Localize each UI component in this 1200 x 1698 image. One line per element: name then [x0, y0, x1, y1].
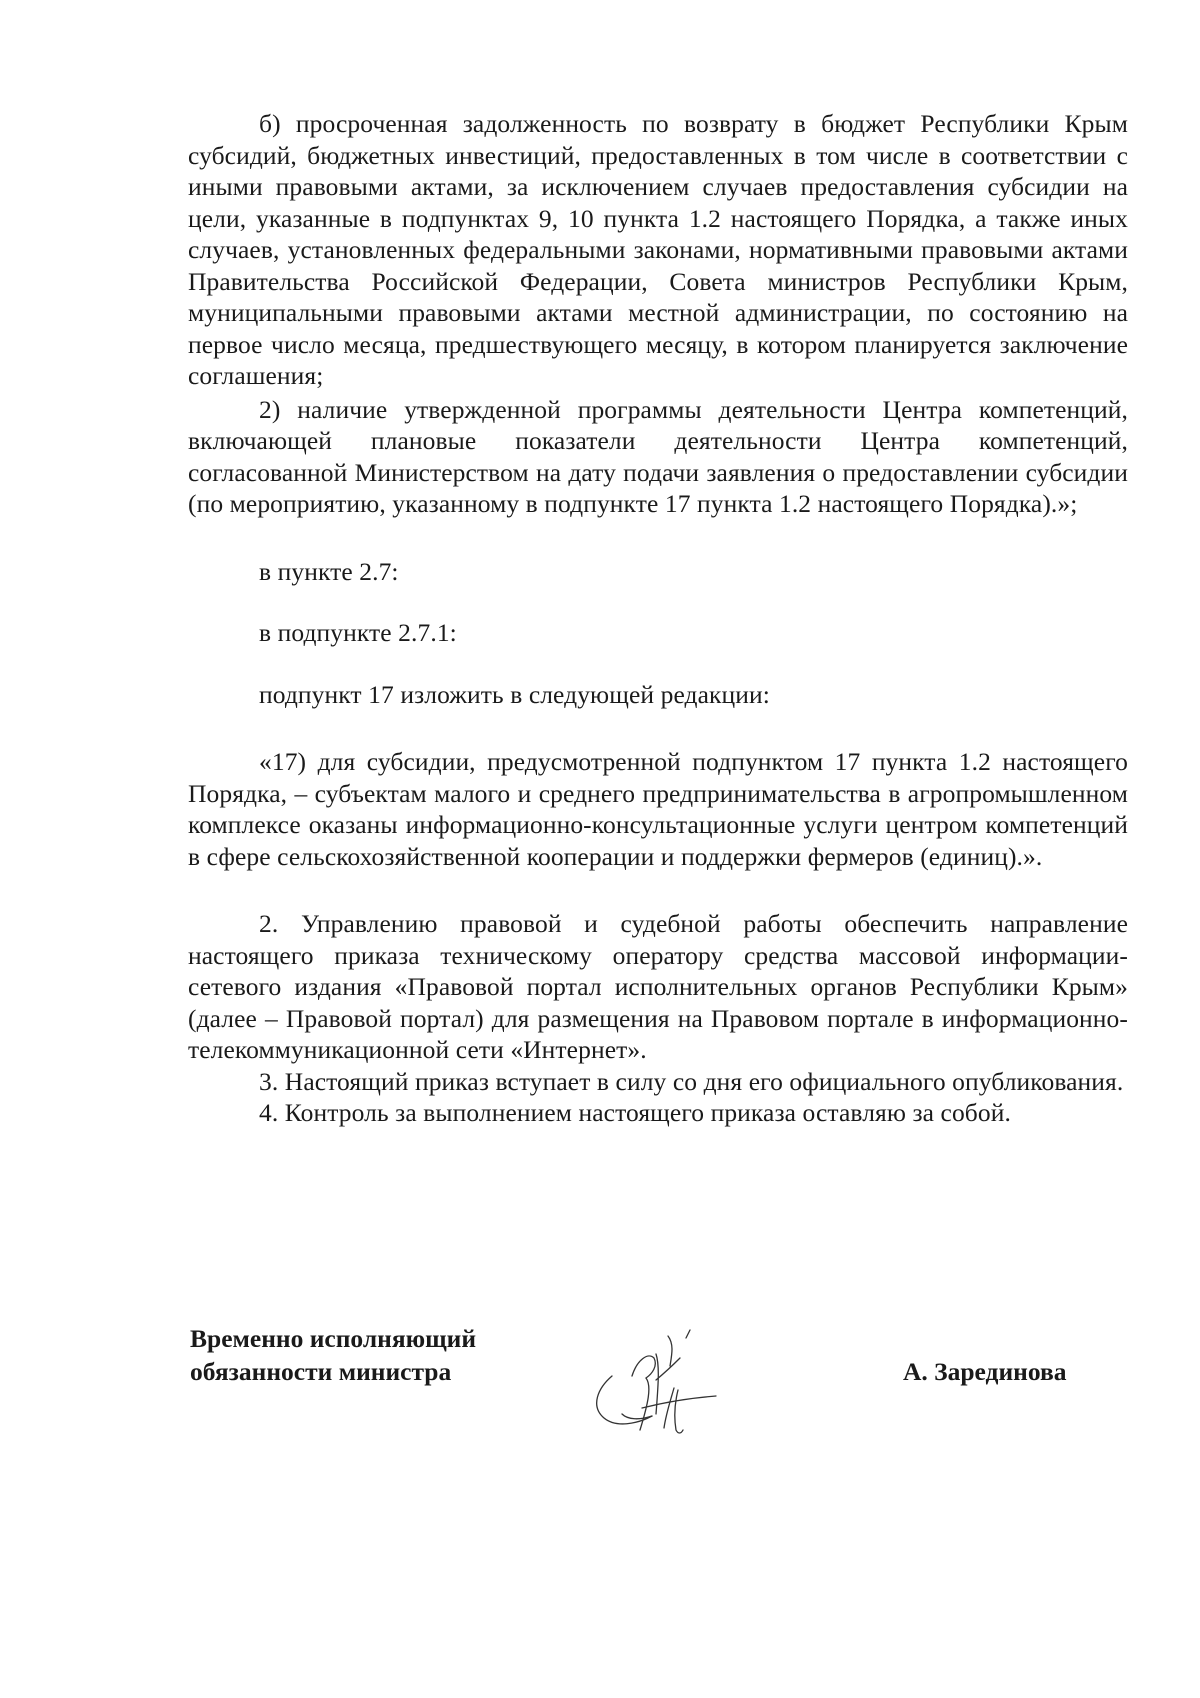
- signatory-position: [190, 1322, 476, 1388]
- handwritten-signature: [582, 1318, 742, 1448]
- signature-block: [0, 1318, 1200, 1448]
- paragraph-clause-2: 2. Управлению правовой и судебной работы обеспечить направление настоящего приказа техническому оператору средства массовой информации-сетевого издания «Правовой портал исполнительных органов Республики Крым» (далее – Правовой портал) для размещения на Правовом портале в информационно-телекоммуникационной сети «Интернет».: [188, 909, 1128, 1064]
- paragraph-subpoint-17-text: «17) для субсидии, предусмотренной подпунктом 17 пункта 1.2 настоящего Порядка, – субъектам малого и среднего предпринимательства в агропромышленном комплексе оказаны информационно-консультационные услуги центром компетенций в сфере сельскохозяйственной кооперации и поддержки фермеров (единиц).».: [188, 747, 1128, 871]
- signatory-name: А. Зарединова: [903, 1357, 1067, 1386]
- signatory-position-line-1: Временно исполняющий: [190, 1324, 477, 1353]
- signatory-position-line-2: обязанности министра: [190, 1357, 452, 1386]
- paragraph-subpoint-17-intro: подпункт 17 изложить в следующей редакции:: [259, 679, 770, 709]
- paragraph-point-2-7: в пункте 2.7:: [259, 556, 399, 586]
- paragraph-item-2: 2) наличие утвержденной программы деятельности Центра компетенций, включающей плановые показатели деятельности Центра компетенций, согласованной Министерством на дату подачи заявления о предоставлении субсидии (по мероприятию, указанному в подпункте 17 пункта 1.2 настоящего Порядка).»;: [188, 394, 1128, 518]
- document-body: [188, 108, 1128, 1129]
- paragraph-subpoint-2-7-1: в подпункте 2.7.1:: [259, 618, 457, 647]
- paragraph-clause-4: 4. Контроль за выполнением настоящего приказа оставляю за собой.: [259, 1098, 1011, 1127]
- paragraph-clause-3: 3. Настоящий приказ вступает в силу со дня его официального опубликования.: [259, 1066, 1124, 1096]
- paragraph-item-b: б) просроченная задолженность по возврату в бюджет Республики Крым субсидий, бюджетных инвестиций, предоставленных в том числе в соответствии с иными правовыми актами, за исключением случаев предоставления субсидии на цели, указанные в подпунктах 9, 10 пункта 1.2 настоящего Порядка, а также иных случаев, установленных федеральными законами, нормативными правовыми актами Правительства Российской Федерации, Совета министров Республики Крым, муниципальными правовыми актами местной администрации, по состоянию на первое число месяца, предшествующего месяцу, в котором планируется заключение соглашения;: [188, 109, 1128, 390]
